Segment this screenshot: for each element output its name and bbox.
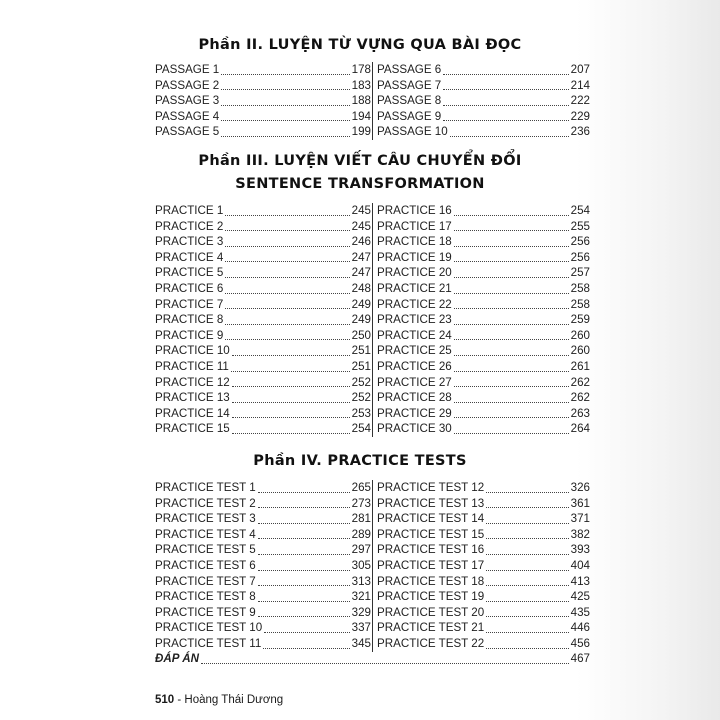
toc-entry-page: 261 bbox=[570, 359, 590, 373]
dot-leader bbox=[486, 631, 568, 633]
dot-leader bbox=[225, 338, 349, 340]
dot-leader bbox=[231, 370, 350, 372]
toc-entry-label: PASSAGE 7 bbox=[377, 78, 442, 92]
dot-leader bbox=[225, 307, 349, 309]
toc-entry-page: 188 bbox=[351, 94, 371, 108]
toc-entry-page: 313 bbox=[351, 574, 371, 588]
toc-entry-label: PRACTICE 3 bbox=[155, 235, 224, 249]
toc-entry-page: 249 bbox=[351, 313, 371, 327]
toc-entry-page: 393 bbox=[570, 543, 590, 557]
section-4-right-column bbox=[377, 480, 590, 652]
toc-entry-label: PASSAGE 5 bbox=[155, 125, 220, 139]
answers-label: ĐÁP ÁN bbox=[155, 652, 200, 665]
toc-entry bbox=[155, 421, 371, 437]
dot-leader bbox=[454, 229, 569, 231]
section-4-toc bbox=[155, 480, 590, 652]
toc-entry-label: PRACTICE 16 bbox=[377, 204, 452, 217]
dot-leader bbox=[454, 245, 569, 247]
toc-entry-page: 252 bbox=[351, 375, 371, 389]
dot-leader bbox=[258, 522, 350, 524]
dot-leader bbox=[221, 88, 349, 90]
section-3-title: Phần III. LUYỆN VIẾT CÂU CHUYỂN ĐỔI bbox=[198, 153, 522, 169]
page-footer bbox=[155, 694, 283, 706]
toc-entry bbox=[155, 375, 371, 391]
toc-entry-label: PRACTICE 8 bbox=[155, 313, 224, 327]
toc-entry-label: PASSAGE 3 bbox=[155, 94, 220, 108]
toc-entry-page: 273 bbox=[351, 496, 371, 510]
dot-leader bbox=[450, 135, 569, 137]
dot-leader bbox=[258, 584, 350, 586]
toc-entry bbox=[155, 312, 371, 328]
toc-entry-label: PRACTICE TEST 14 bbox=[377, 512, 485, 526]
toc-entry-label: PRACTICE 17 bbox=[377, 219, 452, 233]
toc-entry bbox=[377, 589, 590, 605]
toc-entry-label: PASSAGE 6 bbox=[377, 63, 442, 76]
dot-leader bbox=[486, 491, 568, 493]
dot-leader bbox=[454, 370, 569, 372]
dot-leader bbox=[221, 73, 349, 75]
toc-entry bbox=[377, 234, 590, 250]
toc-entry-page: 250 bbox=[351, 328, 371, 342]
dot-leader bbox=[454, 385, 569, 387]
dot-leader bbox=[221, 104, 349, 106]
toc-entry-page: 329 bbox=[351, 605, 371, 619]
toc-entry bbox=[155, 78, 371, 94]
toc-entry-label: PRACTICE 21 bbox=[377, 281, 452, 295]
toc-entry bbox=[155, 558, 371, 574]
toc-entry bbox=[377, 574, 590, 590]
toc-entry-page: 256 bbox=[570, 235, 590, 249]
toc-entry-label: PRACTICE 26 bbox=[377, 359, 452, 373]
toc-entry-page: 265 bbox=[351, 481, 371, 494]
toc-entry-page: 207 bbox=[570, 63, 590, 76]
dot-leader bbox=[232, 401, 350, 403]
toc-entry bbox=[155, 93, 371, 109]
toc-entry bbox=[377, 312, 590, 328]
toc-entry bbox=[377, 93, 590, 109]
toc-entry bbox=[377, 219, 590, 235]
toc-entry-label: PRACTICE 20 bbox=[377, 266, 452, 280]
toc-entry-page: 178 bbox=[351, 63, 371, 76]
toc-entry-label: PRACTICE TEST 8 bbox=[155, 590, 256, 604]
toc-entry-label: PRACTICE TEST 7 bbox=[155, 574, 256, 588]
toc-entry-label: PASSAGE 10 bbox=[377, 125, 448, 139]
toc-entry-page: 305 bbox=[351, 558, 371, 572]
toc-entry-label: PRACTICE 22 bbox=[377, 297, 452, 311]
toc-entry-page: 260 bbox=[570, 344, 590, 358]
dot-leader bbox=[454, 276, 569, 278]
toc-entry-label: PRACTICE TEST 4 bbox=[155, 527, 256, 541]
toc-entry-label: PRACTICE 30 bbox=[377, 422, 452, 436]
toc-entry bbox=[155, 203, 371, 219]
toc-entry-label: PASSAGE 2 bbox=[155, 78, 220, 92]
dot-leader bbox=[454, 323, 569, 325]
toc-entry-page: 456 bbox=[570, 636, 590, 650]
column-divider bbox=[372, 62, 373, 140]
dot-leader bbox=[486, 506, 568, 508]
toc-entry bbox=[377, 265, 590, 281]
toc-entry bbox=[155, 109, 371, 125]
toc-entry-label: PRACTICE TEST 11 bbox=[155, 636, 262, 650]
dot-leader bbox=[225, 276, 349, 278]
dot-leader bbox=[454, 416, 569, 418]
section-3-toc bbox=[155, 203, 590, 437]
toc-entry-label: PRACTICE 24 bbox=[377, 328, 452, 342]
toc-entry-page: 214 bbox=[570, 78, 590, 92]
toc-entry-page: 289 bbox=[351, 527, 371, 541]
footer-separator: - bbox=[174, 694, 185, 706]
toc-entry-page: 259 bbox=[570, 313, 590, 327]
toc-entry bbox=[377, 62, 590, 78]
toc-entry bbox=[155, 605, 371, 621]
toc-entry-label: PRACTICE TEST 3 bbox=[155, 512, 256, 526]
toc-entry-label: PRACTICE TEST 2 bbox=[155, 496, 256, 510]
dot-leader bbox=[258, 491, 350, 493]
dot-leader bbox=[221, 135, 349, 137]
toc-entry-page: 194 bbox=[351, 109, 371, 123]
section-3-left-column bbox=[155, 203, 371, 437]
dot-leader bbox=[454, 260, 569, 262]
toc-entry-page: 251 bbox=[351, 344, 371, 358]
toc-entry-label: PASSAGE 9 bbox=[377, 109, 442, 123]
dot-leader bbox=[486, 553, 568, 555]
toc-entry-label: PRACTICE TEST 5 bbox=[155, 543, 256, 557]
toc-entry-page: 222 bbox=[570, 94, 590, 108]
toc-entry bbox=[155, 343, 371, 359]
toc-entry-page: 257 bbox=[570, 266, 590, 280]
column-divider bbox=[372, 480, 373, 652]
toc-entry-page: 246 bbox=[351, 235, 371, 249]
toc-entry-page: 361 bbox=[570, 496, 590, 510]
toc-entry-page: 297 bbox=[351, 543, 371, 557]
toc-entry-page: 245 bbox=[351, 204, 371, 217]
toc-entry-label: PRACTICE 27 bbox=[377, 375, 452, 389]
toc-entry-page: 258 bbox=[570, 281, 590, 295]
toc-entry bbox=[377, 496, 590, 512]
toc-entry-page: 326 bbox=[570, 481, 590, 494]
toc-entry-label: PASSAGE 8 bbox=[377, 94, 442, 108]
toc-entry bbox=[155, 297, 371, 313]
toc-entry bbox=[155, 250, 371, 266]
toc-entry-label: PRACTICE 6 bbox=[155, 281, 224, 295]
toc-entry bbox=[155, 265, 371, 281]
toc-entry bbox=[155, 636, 371, 652]
toc-entry-page: 253 bbox=[351, 406, 371, 420]
toc-entry-label: PRACTICE 1 bbox=[155, 204, 224, 217]
toc-entry bbox=[155, 480, 371, 496]
section-2-title: Phần II. LUYỆN TỪ VỰNG QUA BÀI ĐỌC bbox=[198, 37, 522, 53]
section-2-left-column bbox=[155, 62, 371, 140]
toc-entry-label: PRACTICE 12 bbox=[155, 375, 230, 389]
toc-entry-page: 281 bbox=[351, 512, 371, 526]
dot-leader bbox=[486, 537, 568, 539]
dot-leader bbox=[258, 569, 350, 571]
toc-entry bbox=[377, 511, 590, 527]
toc-entry bbox=[155, 219, 371, 235]
toc-entry bbox=[155, 589, 371, 605]
section-4-title: Phần IV. PRACTICE TESTS bbox=[253, 453, 467, 469]
toc-entry-page: 435 bbox=[570, 605, 590, 619]
toc-entry bbox=[377, 620, 590, 636]
toc-entry-label: PRACTICE 4 bbox=[155, 250, 224, 264]
toc-entry-label: PRACTICE TEST 19 bbox=[377, 590, 485, 604]
toc-entry-label: PRACTICE TEST 6 bbox=[155, 558, 256, 572]
toc-entry bbox=[377, 250, 590, 266]
dot-leader bbox=[443, 104, 568, 106]
toc-entry bbox=[155, 527, 371, 543]
toc-entry-label: PRACTICE TEST 18 bbox=[377, 574, 485, 588]
dot-leader bbox=[443, 119, 568, 121]
toc-entry-page: 256 bbox=[570, 250, 590, 264]
section-2-toc bbox=[155, 62, 590, 140]
dot-leader bbox=[486, 522, 568, 524]
toc-entry-label: PRACTICE 11 bbox=[155, 359, 229, 373]
toc-entry-label: PRACTICE TEST 1 bbox=[155, 481, 256, 494]
dot-leader bbox=[258, 506, 350, 508]
toc-entry bbox=[155, 390, 371, 406]
toc-entry bbox=[377, 480, 590, 496]
page-number: 510 bbox=[155, 694, 175, 706]
toc-entry bbox=[377, 78, 590, 94]
dot-leader bbox=[443, 73, 568, 75]
toc-entry-page: 183 bbox=[351, 78, 371, 92]
toc-entry-page: 254 bbox=[570, 204, 590, 217]
toc-entry-page: 345 bbox=[351, 636, 371, 650]
toc-entry bbox=[377, 297, 590, 313]
toc-entry-label: PRACTICE TEST 12 bbox=[377, 481, 485, 494]
toc-entry-page: 337 bbox=[351, 621, 371, 635]
toc-entry-label: PRACTICE TEST 21 bbox=[377, 621, 485, 635]
toc-entry bbox=[377, 527, 590, 543]
toc-entry-label: PRACTICE 25 bbox=[377, 344, 452, 358]
toc-entry bbox=[155, 62, 371, 78]
dot-leader bbox=[258, 537, 350, 539]
section-3-right-column bbox=[377, 203, 590, 437]
toc-entry bbox=[377, 636, 590, 652]
toc-entry-label: PRACTICE 19 bbox=[377, 250, 452, 264]
dot-leader bbox=[225, 260, 349, 262]
toc-entry-label: PRACTICE TEST 10 bbox=[155, 621, 263, 635]
dot-leader bbox=[258, 553, 350, 555]
toc-entry bbox=[377, 375, 590, 391]
section-3-subtitle: SENTENCE TRANSFORMATION bbox=[235, 176, 485, 192]
dot-leader bbox=[486, 647, 568, 649]
dot-leader bbox=[454, 307, 569, 309]
toc-entry bbox=[155, 234, 371, 250]
toc-entry bbox=[155, 511, 371, 527]
dot-leader bbox=[454, 401, 569, 403]
toc-entry-page: 251 bbox=[351, 359, 371, 373]
answers-entry bbox=[155, 651, 590, 667]
dot-leader bbox=[454, 354, 569, 356]
toc-entry-label: PRACTICE 13 bbox=[155, 391, 230, 405]
dot-leader bbox=[225, 323, 349, 325]
toc-entry-page: 413 bbox=[570, 574, 590, 588]
dot-leader bbox=[232, 432, 350, 434]
dot-leader bbox=[201, 662, 569, 664]
toc-entry-label: PASSAGE 1 bbox=[155, 63, 220, 76]
toc-entry-page: 263 bbox=[570, 406, 590, 420]
dot-leader bbox=[263, 647, 349, 649]
toc-entry-page: 262 bbox=[570, 375, 590, 389]
toc-entry bbox=[377, 328, 590, 344]
toc-entry-label: PRACTICE TEST 9 bbox=[155, 605, 256, 619]
toc-entry bbox=[377, 343, 590, 359]
toc-entry-label: PRACTICE TEST 17 bbox=[377, 558, 485, 572]
dot-leader bbox=[454, 292, 569, 294]
toc-entry-page: 199 bbox=[351, 125, 371, 139]
toc-entry-page: 371 bbox=[570, 512, 590, 526]
toc-entry-label: PRACTICE 10 bbox=[155, 344, 230, 358]
section-4-left-column bbox=[155, 480, 371, 652]
toc-entry-page: 382 bbox=[570, 527, 590, 541]
toc-entry-page: 245 bbox=[351, 219, 371, 233]
toc-entry-page: 262 bbox=[570, 391, 590, 405]
dot-leader bbox=[258, 600, 350, 602]
toc-entry-page: 236 bbox=[570, 125, 590, 139]
toc-entry bbox=[377, 359, 590, 375]
toc-entry-page: 247 bbox=[351, 250, 371, 264]
toc-entry-label: PRACTICE TEST 22 bbox=[377, 636, 485, 650]
toc-entry bbox=[377, 421, 590, 437]
toc-entry bbox=[377, 203, 590, 219]
dot-leader bbox=[454, 432, 569, 434]
dot-leader bbox=[232, 416, 350, 418]
dot-leader bbox=[232, 385, 350, 387]
toc-entry-page: 321 bbox=[351, 590, 371, 604]
toc-entry bbox=[377, 124, 590, 140]
toc-entry bbox=[155, 542, 371, 558]
dot-leader bbox=[486, 615, 568, 617]
toc-entry-page: 260 bbox=[570, 328, 590, 342]
toc-entry-label: PRACTICE TEST 15 bbox=[377, 527, 485, 541]
toc-entry-page: 254 bbox=[351, 422, 371, 436]
toc-entry bbox=[377, 542, 590, 558]
toc-entry-page: 404 bbox=[570, 558, 590, 572]
toc-entry-page: 255 bbox=[570, 219, 590, 233]
toc-entry-label: PRACTICE 5 bbox=[155, 266, 224, 280]
toc-entry-page: 446 bbox=[570, 621, 590, 635]
dot-leader bbox=[221, 119, 349, 121]
dot-leader bbox=[225, 292, 349, 294]
toc-entry bbox=[155, 281, 371, 297]
toc-entry bbox=[155, 496, 371, 512]
toc-entry bbox=[155, 328, 371, 344]
toc-entry-label: PRACTICE 15 bbox=[155, 422, 230, 436]
toc-entry bbox=[377, 109, 590, 125]
dot-leader bbox=[486, 584, 568, 586]
dot-leader bbox=[225, 245, 349, 247]
toc-entry bbox=[377, 281, 590, 297]
dot-leader bbox=[486, 600, 568, 602]
toc-entry-page: 248 bbox=[351, 281, 371, 295]
column-divider bbox=[372, 203, 373, 437]
toc-entry-label: PRACTICE 7 bbox=[155, 297, 224, 311]
toc-entry-label: PASSAGE 4 bbox=[155, 109, 220, 123]
toc-entry-label: PRACTICE 28 bbox=[377, 391, 452, 405]
toc-entry-label: PRACTICE 9 bbox=[155, 328, 224, 342]
toc-entry-label: PRACTICE 23 bbox=[377, 313, 452, 327]
dot-leader bbox=[264, 631, 349, 633]
author-name: Hoàng Thái Dương bbox=[184, 694, 284, 706]
dot-leader bbox=[443, 88, 568, 90]
dot-leader bbox=[454, 214, 569, 216]
toc-entry bbox=[155, 574, 371, 590]
toc-entry bbox=[377, 390, 590, 406]
dot-leader bbox=[454, 338, 569, 340]
toc-entry-page: 247 bbox=[351, 266, 371, 280]
toc-entry bbox=[377, 605, 590, 621]
dot-leader bbox=[258, 615, 350, 617]
toc-entry-page: 252 bbox=[351, 391, 371, 405]
toc-entry-label: PRACTICE 14 bbox=[155, 406, 230, 420]
toc-entry bbox=[155, 124, 371, 140]
dot-leader bbox=[225, 229, 349, 231]
toc-entry-label: PRACTICE 2 bbox=[155, 219, 224, 233]
toc-entry-label: PRACTICE 18 bbox=[377, 235, 452, 249]
dot-leader bbox=[486, 569, 568, 571]
toc-entry bbox=[155, 406, 371, 422]
toc-entry-page: 264 bbox=[570, 422, 590, 436]
dot-leader bbox=[225, 214, 349, 216]
toc-entry bbox=[155, 359, 371, 375]
section-2-right-column bbox=[377, 62, 590, 140]
toc-entry-page: 249 bbox=[351, 297, 371, 311]
toc-entry-page: 258 bbox=[570, 297, 590, 311]
toc-entry bbox=[377, 406, 590, 422]
toc-entry-label: PRACTICE TEST 20 bbox=[377, 605, 485, 619]
toc-entry-page: 425 bbox=[570, 590, 590, 604]
toc-entry-label: PRACTICE TEST 13 bbox=[377, 496, 485, 510]
toc-entry-page: 229 bbox=[570, 109, 590, 123]
toc-entry bbox=[377, 558, 590, 574]
toc-entry-label: PRACTICE TEST 16 bbox=[377, 543, 485, 557]
toc-entry-label: PRACTICE 29 bbox=[377, 406, 452, 420]
answers-page: 467 bbox=[570, 652, 590, 665]
dot-leader bbox=[232, 354, 350, 356]
toc-entry bbox=[155, 620, 371, 636]
